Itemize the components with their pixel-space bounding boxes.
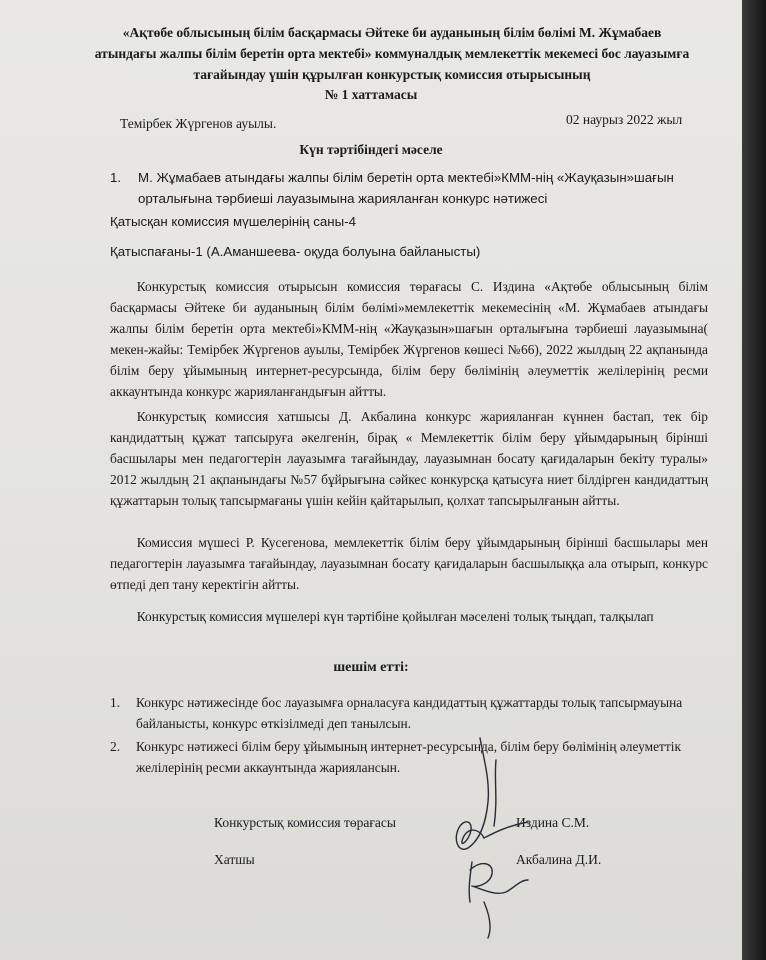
secretary-role: Хатшы: [214, 852, 255, 867]
agenda-item: [110, 167, 690, 209]
decision-item: [110, 692, 710, 734]
decision-item-number: 2.: [110, 739, 121, 754]
meeting-date: 02 наурыз 2022 жыл: [566, 112, 683, 127]
protocol-number: № 1 хаттамасы: [324, 87, 418, 102]
decision-item-text: Конкурс нәтижесі білім беру ұйымының интернет-ресурсында, білім беру бөлімінің әлеуметтік желілерінің ресми аккаунтында жариялансын.: [136, 739, 681, 775]
present-count: Қатысқан комиссия мүшелерінің саны-4: [110, 214, 356, 229]
document-title: «Ақтөбе облысының білім басқармасы Әйтеке би ауданының білім бөлімі М. Жұмабаев атындағы жалпы білім беретін орта мектебі» коммуналдық мемлекеттік мекемесі бос лауазымға тағайындау үшін құрылған конкурстық комиссия отырысының: [94, 25, 690, 82]
paragraph-member: Комиссия мүшесі Р. Кусегенова, мемлекеттік білім беру ұйымдарының бірінші басшылары мен педагогтерін лауазымға тағайындау, лауазымнан босату қағидаларын басшылыққа ала отырып, конкурс өтпеді деп тану керектігін айтты.: [110, 535, 708, 592]
agenda-item-number: 1.: [110, 170, 122, 185]
paragraph-discussion: Конкурстық комиссия мүшелері күн тәртібіне қойылған мәселені толық тыңдап, талқылап: [136, 609, 654, 624]
photo-edge-right: [742, 0, 766, 960]
decision-item-text: Конкурс нәтижесінде бос лауазымға орналасуға кандидаттың құжаттарды толық тапсырмауына байланысты, конкурс өткізілмеді деп танылсын.: [136, 695, 683, 731]
agenda-item-text: М. Жұмабаев атындағы жалпы білім беретін орта мектебі»КММ-нің «Жауқазын»шағын орталығына тәрбиеші лауазымына жарияланған конкурс нәтижесі: [138, 170, 674, 206]
handwritten-signatures: [410, 730, 550, 940]
paragraph-chair: Конкурстық комиссия отырысын комиссия төрағасы С. Издина «Ақтөбе облысының білім басқармасы Әйтеке би ауданының білім бөлімі»мемлекеттік мекемесінің «М. Жұмабаев атындағы жалпы білім беретін орта мектебі»КММ-нің «Жауқазын»шағын орталығына тәрбиеші лауазымына( мекен-жайы: Темірбек Жүргенов ауылы, Темірбек Жүргенов көшесі №66), 2022 жылдың 22 ақпанында білім беру ұйымының интернет-ресурсында, білім беру бөлімінің әлеуметтік желілерінің ресми аккаунтында конкурс жарияланғандығын айтты.: [110, 279, 708, 399]
meeting-place: Темірбек Жүргенов ауылы.: [120, 116, 277, 131]
chair-name: Издина С.М.: [516, 815, 590, 830]
agenda-heading: Күн тәртібіндегі мәселе: [299, 142, 443, 157]
absent-count: Қатыспағаны-1 (А.Аманшеева- оқуда болуына байланысты): [110, 244, 481, 259]
paragraph-secretary: Конкурстық комиссия хатшысы Д. Акбалина конкурс жарияланған күннен бастап, тек бір кандидаттың құжат тапсыруға әкелгенін, бірақ « Мемлекеттік білім беру ұйымдарының бірінші басшылары мен педагогтерін лауазымға тағайындау, лауазымнан босату қағидаларын бекіту туралы» 2012 жылдың 21 ақпанындағы №57 бұйрығына сәйкес конкурсқа қатысуға ниет білдірген кандидаттың құжаттарын толық тапсырмағаны үшін кейін қайтарылып, қолхат тапсырылғанын айтты.: [110, 409, 708, 508]
chair-signature: [456, 738, 528, 849]
secretary-name: Акбалина Д.И.: [516, 852, 602, 867]
chair-role: Конкурстық комиссия төрағасы: [214, 815, 396, 830]
secretary-signature: [469, 862, 528, 938]
decision-heading: шешім етті:: [333, 660, 409, 675]
decision-item-number: 1.: [110, 695, 121, 710]
